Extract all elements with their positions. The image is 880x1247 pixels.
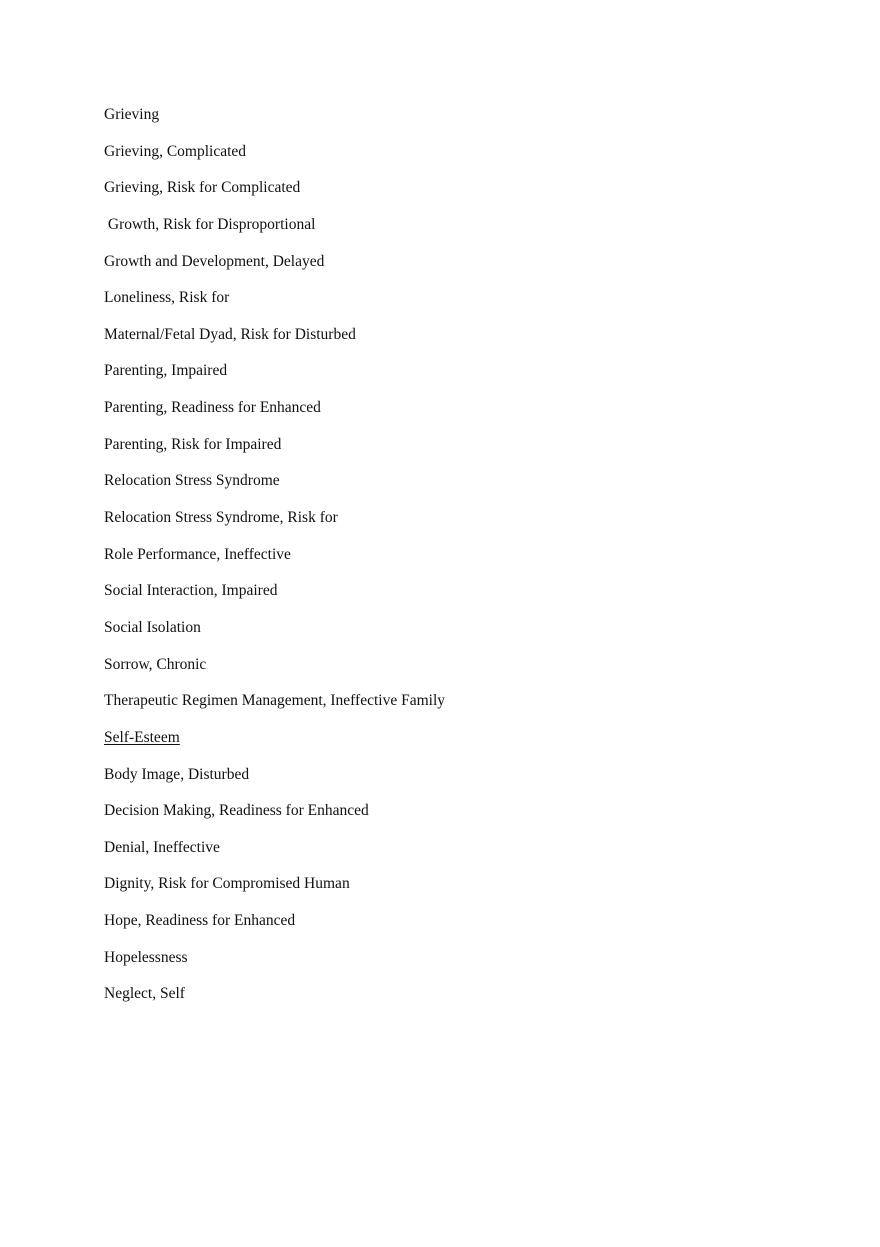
list-item: Grieving xyxy=(104,106,160,123)
diagnosis-list xyxy=(104,105,445,1021)
list-item: Body Image, Disturbed xyxy=(104,765,250,783)
list-item: Therapeutic Regimen Management, Ineffective Family xyxy=(104,692,446,710)
list-item: Loneliness, Risk for xyxy=(104,289,230,307)
list-item: Parenting, Readiness for Enhanced xyxy=(104,399,321,417)
list-item: Denial, Ineffective xyxy=(104,838,220,856)
list-item: Hope, Readiness for Enhanced xyxy=(104,912,296,930)
list-item: Decision Making, Readiness for Enhanced xyxy=(104,802,369,820)
list-item: Neglect, Self xyxy=(104,985,185,1003)
list-item: Grieving, Risk for Complicated xyxy=(104,179,301,197)
list-item: Dignity, Risk for Compromised Human xyxy=(104,875,350,893)
list-item: Relocation Stress Syndrome, Risk for xyxy=(104,509,338,527)
list-item: Role Performance, Ineffective xyxy=(104,545,291,563)
list-item: Parenting, Risk for Impaired xyxy=(104,435,282,453)
list-item: Sorrow, Chronic xyxy=(104,655,207,673)
list-item: Relocation Stress Syndrome xyxy=(104,472,280,490)
list-item: Hopelessness xyxy=(104,948,188,966)
list-item: Social Isolation xyxy=(104,618,201,636)
list-item: Social Interaction, Impaired xyxy=(104,582,278,600)
list-item: Growth and Development, Delayed xyxy=(104,252,325,270)
list-item: Parenting, Impaired xyxy=(104,362,228,380)
list-item: Maternal/Fetal Dyad, Risk for Disturbed xyxy=(104,325,356,343)
list-item: Growth, Risk for Disproportional xyxy=(104,215,316,233)
section-heading-self-esteem: Self-Esteem xyxy=(104,728,180,746)
list-item: Grieving, Complicated xyxy=(104,142,247,160)
